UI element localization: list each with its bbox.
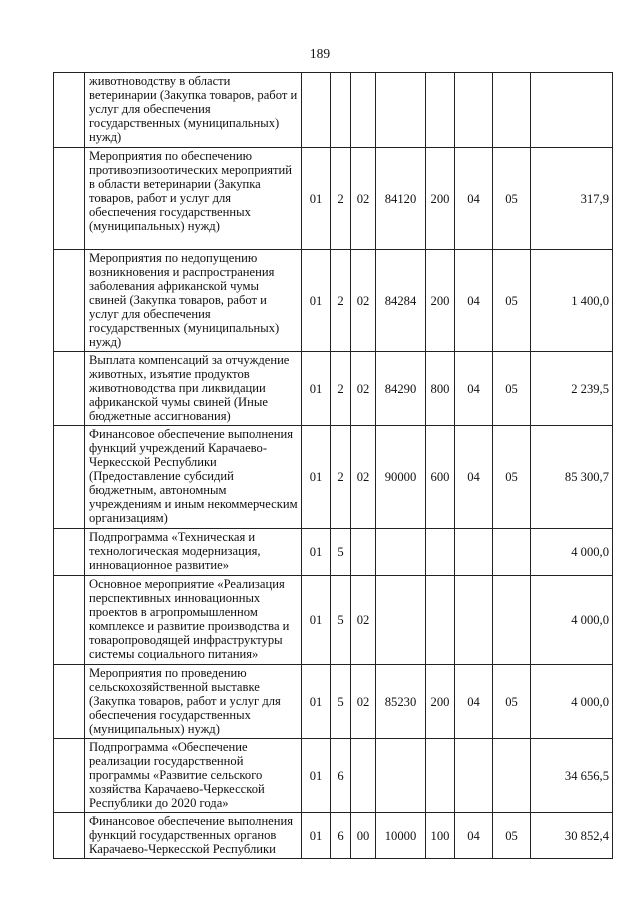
row-description: Мероприятия по обеспечению противоэпизоотических мероприятий в области ветеринарии (Закупка товаров, работ и услуг для обеспечения государственных (муниципальных) нужд) — [85, 148, 302, 250]
expense-type-code: 600 — [426, 426, 455, 529]
section-code — [455, 576, 493, 665]
subsection-code — [493, 576, 531, 665]
expense-direction-code: 84284 — [376, 250, 426, 352]
amount: 30 852,4 — [531, 813, 613, 859]
section-code: 04 — [455, 352, 493, 426]
program-code: 01 — [302, 352, 331, 426]
expense-type-code: 200 — [426, 148, 455, 250]
subsection-code: 05 — [493, 250, 531, 352]
subprogram-code: 6 — [331, 813, 351, 859]
program-code: 01 — [302, 739, 331, 813]
row-index-cell — [54, 813, 85, 859]
subprogram-code: 5 — [331, 529, 351, 576]
expense-direction-code — [376, 529, 426, 576]
amount: 4 000,0 — [531, 529, 613, 576]
row-description: Мероприятия по недопущению возникновения и распространения заболевания африканской чумы свиней (Закупка товаров, работ и услуг для обеспечения государственных (муниципальных) нужд) — [85, 250, 302, 352]
program-code: 01 — [302, 250, 331, 352]
row-index-cell — [54, 529, 85, 576]
table-row — [54, 576, 613, 665]
table-row — [54, 250, 613, 352]
row-index-cell — [54, 665, 85, 739]
expense-type-code: 800 — [426, 352, 455, 426]
main-activity-code — [351, 739, 376, 813]
expense-type-code — [426, 529, 455, 576]
subsection-code: 05 — [493, 665, 531, 739]
expense-type-code — [426, 739, 455, 813]
amount: 4 000,0 — [531, 576, 613, 665]
table-row — [54, 665, 613, 739]
amount: 317,9 — [531, 148, 613, 250]
expense-type-code: 200 — [426, 665, 455, 739]
subsection-code: 05 — [493, 148, 531, 250]
program-code: 01 — [302, 426, 331, 529]
main-activity-code: 00 — [351, 813, 376, 859]
row-description: Мероприятия по проведению сельскохозяйственной выставке (Закупка товаров, работ и услуг для обеспечения государственных (муниципальных) нужд) — [85, 665, 302, 739]
table-row — [54, 529, 613, 576]
section-code: 04 — [455, 665, 493, 739]
expense-direction-code: 10000 — [376, 813, 426, 859]
table-row — [54, 148, 613, 250]
budget-table — [53, 72, 613, 859]
row-description: Финансовое обеспечение выполнения функций государственных органов Карачаево-Черкесской Республики — [85, 813, 302, 859]
section-code: 04 — [455, 250, 493, 352]
main-activity-code: 02 — [351, 426, 376, 529]
subsection-code: 05 — [493, 813, 531, 859]
amount: 2 239,5 — [531, 352, 613, 426]
expense-direction-code: 84290 — [376, 352, 426, 426]
table-row — [54, 813, 613, 859]
section-code: 04 — [455, 148, 493, 250]
row-description: Основное мероприятие «Реализация перспективных инновационных проектов в агропромышленном комплексе и развитие производства и товаропроводящей инфраструктуры системы социального питания» — [85, 576, 302, 665]
program-code: 01 — [302, 813, 331, 859]
expense-type-code: 100 — [426, 813, 455, 859]
program-code — [302, 73, 331, 148]
subsection-code: 05 — [493, 352, 531, 426]
main-activity-code — [351, 73, 376, 148]
expense-direction-code: 85230 — [376, 665, 426, 739]
expense-direction-code — [376, 576, 426, 665]
row-description: Финансовое обеспечение выполнения функций учреждений Карачаево-Черкесской Республики (Предоставление субсидий бюджетным, автономным учреждениям и иным некоммерческим организациям) — [85, 426, 302, 529]
subsection-code: 05 — [493, 426, 531, 529]
row-description: животноводству в области ветеринарии (Закупка товаров, работ и услуг для обеспечения государственных (муниципальных) нужд) — [85, 73, 302, 148]
row-description: Подпрограмма «Техническая и технологическая модернизация, инновационное развитие» — [85, 529, 302, 576]
expense-type-code — [426, 73, 455, 148]
expense-direction-code — [376, 739, 426, 813]
section-code: 04 — [455, 426, 493, 529]
subsection-code — [493, 73, 531, 148]
row-index-cell — [54, 148, 85, 250]
expense-type-code: 200 — [426, 250, 455, 352]
program-code: 01 — [302, 529, 331, 576]
main-activity-code: 02 — [351, 352, 376, 426]
row-index-cell — [54, 739, 85, 813]
amount: 1 400,0 — [531, 250, 613, 352]
main-activity-code: 02 — [351, 148, 376, 250]
expense-direction-code: 90000 — [376, 426, 426, 529]
main-activity-code: 02 — [351, 250, 376, 352]
program-code: 01 — [302, 576, 331, 665]
section-code — [455, 529, 493, 576]
row-index-cell — [54, 352, 85, 426]
amount — [531, 73, 613, 148]
row-index-cell — [54, 426, 85, 529]
subsection-code — [493, 529, 531, 576]
subprogram-code: 2 — [331, 426, 351, 529]
section-code: 04 — [455, 813, 493, 859]
expense-direction-code: 84120 — [376, 148, 426, 250]
program-code: 01 — [302, 148, 331, 250]
table-row — [54, 739, 613, 813]
table-row — [54, 73, 613, 148]
expense-direction-code — [376, 73, 426, 148]
page-number: 189 — [309, 46, 331, 61]
program-code: 01 — [302, 665, 331, 739]
subprogram-code: 6 — [331, 739, 351, 813]
table-row — [54, 352, 613, 426]
subsection-code — [493, 739, 531, 813]
subprogram-code: 5 — [331, 665, 351, 739]
main-activity-code: 02 — [351, 665, 376, 739]
subprogram-code: 5 — [331, 576, 351, 665]
table-row — [54, 426, 613, 529]
row-description: Выплата компенсаций за отчуждение животных, изъятие продуктов животноводства при ликвидации африканской чумы свиней (Иные бюджетные ассигнования) — [85, 352, 302, 426]
main-activity-code: 02 — [351, 576, 376, 665]
expense-type-code — [426, 576, 455, 665]
subprogram-code: 2 — [331, 250, 351, 352]
main-activity-code — [351, 529, 376, 576]
section-code — [455, 73, 493, 148]
subprogram-code: 2 — [331, 352, 351, 426]
amount: 34 656,5 — [531, 739, 613, 813]
subprogram-code — [331, 73, 351, 148]
subprogram-code: 2 — [331, 148, 351, 250]
section-code — [455, 739, 493, 813]
amount: 85 300,7 — [531, 426, 613, 529]
row-index-cell — [54, 576, 85, 665]
row-index-cell — [54, 73, 85, 148]
row-description: Подпрограмма «Обеспечение реализации государственной программы «Развитие сельского хозяйства Карачаево-Черкесской Республики до 2020 года» — [85, 739, 302, 813]
row-index-cell — [54, 250, 85, 352]
amount: 4 000,0 — [531, 665, 613, 739]
